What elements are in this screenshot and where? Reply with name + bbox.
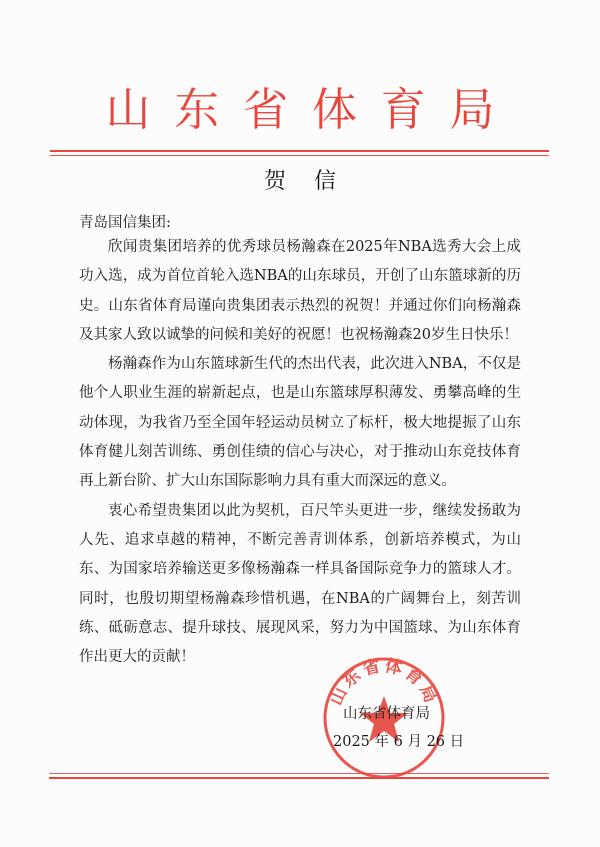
letterhead-divider-thick: [50, 150, 549, 152]
letterhead-char: 体: [311, 83, 357, 136]
document-heading: 贺信: [263, 169, 364, 194]
letterhead-char: 育: [380, 83, 426, 136]
salutation: 青岛国信集团:: [79, 215, 171, 231]
body-paragraph: 衷心希望贵集团以此为契机，百尺竿头更进一步，继续发扬敢为人先、追求卓越的精神，不断完善青训体系，创新培养模式，为山东、为国家培养输送更多像杨瀚森一样具备国际竞争力的篮球人才。同时，也殷切期望杨瀚森珍惜机遇，在NBA的广阔舞台上，刻苦训练、砥砺意志、提升球技、展现风采，努力为中国篮球、为山东体育作出更大的贡献！: [79, 502, 521, 666]
signature-date: 2025 年 6 月 26 日: [333, 734, 465, 750]
footer-divider-thick: [49, 777, 549, 779]
letterhead-char: 省: [243, 83, 289, 136]
signature-block: [333, 700, 483, 756]
letterhead-title: [100, 82, 500, 138]
letterhead-divider-thin: [50, 155, 549, 156]
body-paragraph: 欣闻贵集团培养的优秀球员杨瀚森在2025年NBA选秀大会上成功入选，成为首位首轮入选NBA的山东球员，开创了山东篮球新的历史。山东省体育局谨向贵集团表示热烈的祝贺！并通过你们向杨瀚森及其家人致以诚挚的问候和美好的祝愿！也祝杨瀚森20岁生日快乐！: [79, 239, 521, 343]
letterhead-char: 局: [449, 83, 495, 136]
svg-text:山东省体育局: 山东省体育局: [326, 656, 442, 709]
footer-divider-thin: [49, 773, 549, 774]
body-paragraph: 杨瀚森作为山东篮球新生代的杰出代表，此次进入NBA，不仅是他个人职业生涯的崭新起点，也是山东篮球厚积薄发、勇攀高峰的生动体现，为我省乃至全国年轻运动员树立了标杆，极大地提振了山东体育健儿刻苦训练、勇创佳绩的信心与决心，对于推动山东竞技体育再上新台阶、扩大山东国际影响力具有重大而深远的意义。: [79, 356, 521, 490]
letter-body: [79, 233, 521, 672]
signature-organization: 山东省体育局: [343, 706, 430, 722]
letterhead-char: 东: [174, 83, 220, 136]
letterhead-char: 山: [105, 83, 151, 136]
